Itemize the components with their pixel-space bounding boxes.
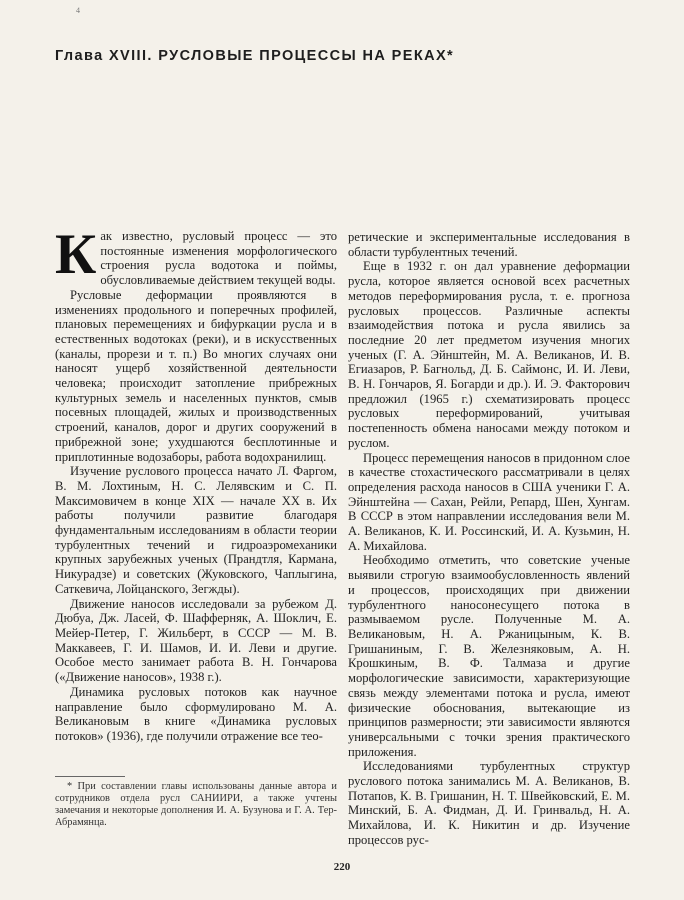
paragraph: Русловые деформации проявляются в изменениях продольного и поперечных профилей, плановых перемещениях и бифуркации русла и в естественных водотоках (реки), и в искусственных (каналы, прорези и т. п.) Во многих случаях они наносят ущерб хозяйственной деятельности человека; происходит затопление прибрежных культурных земель и населенных пунктов, смыв посевных площадей, жилых и производственных строений, каналов, дорог и других сооружений в прибрежной зоне; ухудшаются бесплотинные и приплотинные водозаборы, работа водохранилищ.	[55, 287, 337, 464]
chapter-title: Глава XVIII. РУСЛОВЫЕ ПРОЦЕССЫ НА РЕКАХ*	[55, 48, 455, 64]
paragraph: Изучение руслового процесса начато Л. Фаргом, В. М. Лохтиным, Н. С. Лелявским и С. П. Максимовичем в конце XIX — начале XX в. Их работы получили развитие благодаря фундаментальным исследованиям в области теории турбулентных течений и гидроаэромеханики крупных зарубежных ученых (Прандтля, Кармана, Никурадзе) и советских (Жуковского, Чаплыгина, Саткевича, Лойцанского, Зегжды).	[55, 464, 337, 596]
paragraph: Процесс перемещения наносов в придонном слое в качестве стохастического рассматривали в целях определения расхода наносов в США ученики Г. А. Эйнштейна — Сахан, Рейли, Репард, Шен, Хунгам. В СССР в этом направлении исследования вели М. А. Великанов, К. И. Россинский, И. А. Кузьмин, Н. А. Михайлова.	[348, 450, 630, 553]
footnote-divider	[55, 776, 125, 777]
intro-paragraph	[55, 223, 337, 288]
paragraph: Движение наносов исследовали за рубежом Д. Дюбуа, Дж. Ласей, Ф. Шафферняк, А. Шоклич, Е. Мейер-Петер, Г. Жильберт, в СССР — М. В. Маккавеев, Г. И. Шамов, И. И. Леви и другие. Особое место занимает работа В. Н. Гончарова («Движение наносов», 1938 г.).	[55, 596, 337, 685]
corner-mark: 4	[76, 6, 80, 15]
paragraph: Исследованиями турбулентных структур руслового потока занимались М. А. Великанов, В. Потапов, К. В. Гришанин, Н. Т. Швейковский, Е. М. Минский, Б. А. Фидман, Д. И. Гринвальд, Н. А. Михайлова, И. К. Никитин и др. Изучение процессов рус-	[348, 759, 630, 847]
left-column	[55, 223, 337, 744]
footnote-text: * При составлении главы использованы данные автора и сотрудников отдела русл САНИИРИ, а также учтены замечания и некоторые дополнения И. А. Бузунова и Г. А. Тер-Абрамянца.	[55, 781, 337, 828]
drop-cap: К	[55, 223, 97, 286]
page-number: 220	[333, 861, 351, 873]
paragraph: Динамика русловых потоков как научное направление было сформулировано М. А. Великановым в книге «Динамика русловых потоков» (1936), где получили отражение все тео-	[55, 684, 337, 743]
intro-text: ак известно, русловый процесс — это постоянные изменения морфологического строения русла водотока и поймы, обусловливаемые действием текущей воды.	[100, 229, 337, 288]
right-column	[348, 230, 630, 848]
paragraph: Необходимо отметить, что советские ученые выявили строгую взаимообусловленность явлений и процессов, происходящих при движении турбулентного наносонесущего потока в размываемом русле. Полученные М. А. Великановым, Н. А. Ржаницыным, К. В. Гришаниным, Г. В. Железняковым, А. Н. Крошкиным, В. Ф. Талмаза и другие морфологические зависимости, характеризующие связь между элементами потока и русла, имеют физические обоснования, вытекающие из принципов размерности; эти зависимости являются универсальными с точки зрения практического приложения.	[348, 553, 630, 759]
continued-paragraph: ретические и экспериментальные исследования в области турбулентных течений.	[348, 230, 630, 259]
footnote	[55, 781, 337, 829]
paragraph: Еще в 1932 г. он дал уравнение деформации русла, которое является основой всех расчетных методов переформирования русла, т. е. прогноза русловых процессов. Различные аспекты взаимодействия потока и русла явились за последние 20 лет предметом изучения многих ученых (Г. А. Эйнштейн, М. А. Великанов, И. В. Егиазаров, Р. Багнольд, Д. Б. Саймонс, И. И. Леви, В. Н. Гончаров, Я. Богарди и др.). И. Э. Факторович предложил (1965 г.) схематизировать процесс русловых переформирований, учитывая постепенность обмена наносами между потоком и руслом.	[348, 259, 630, 450]
